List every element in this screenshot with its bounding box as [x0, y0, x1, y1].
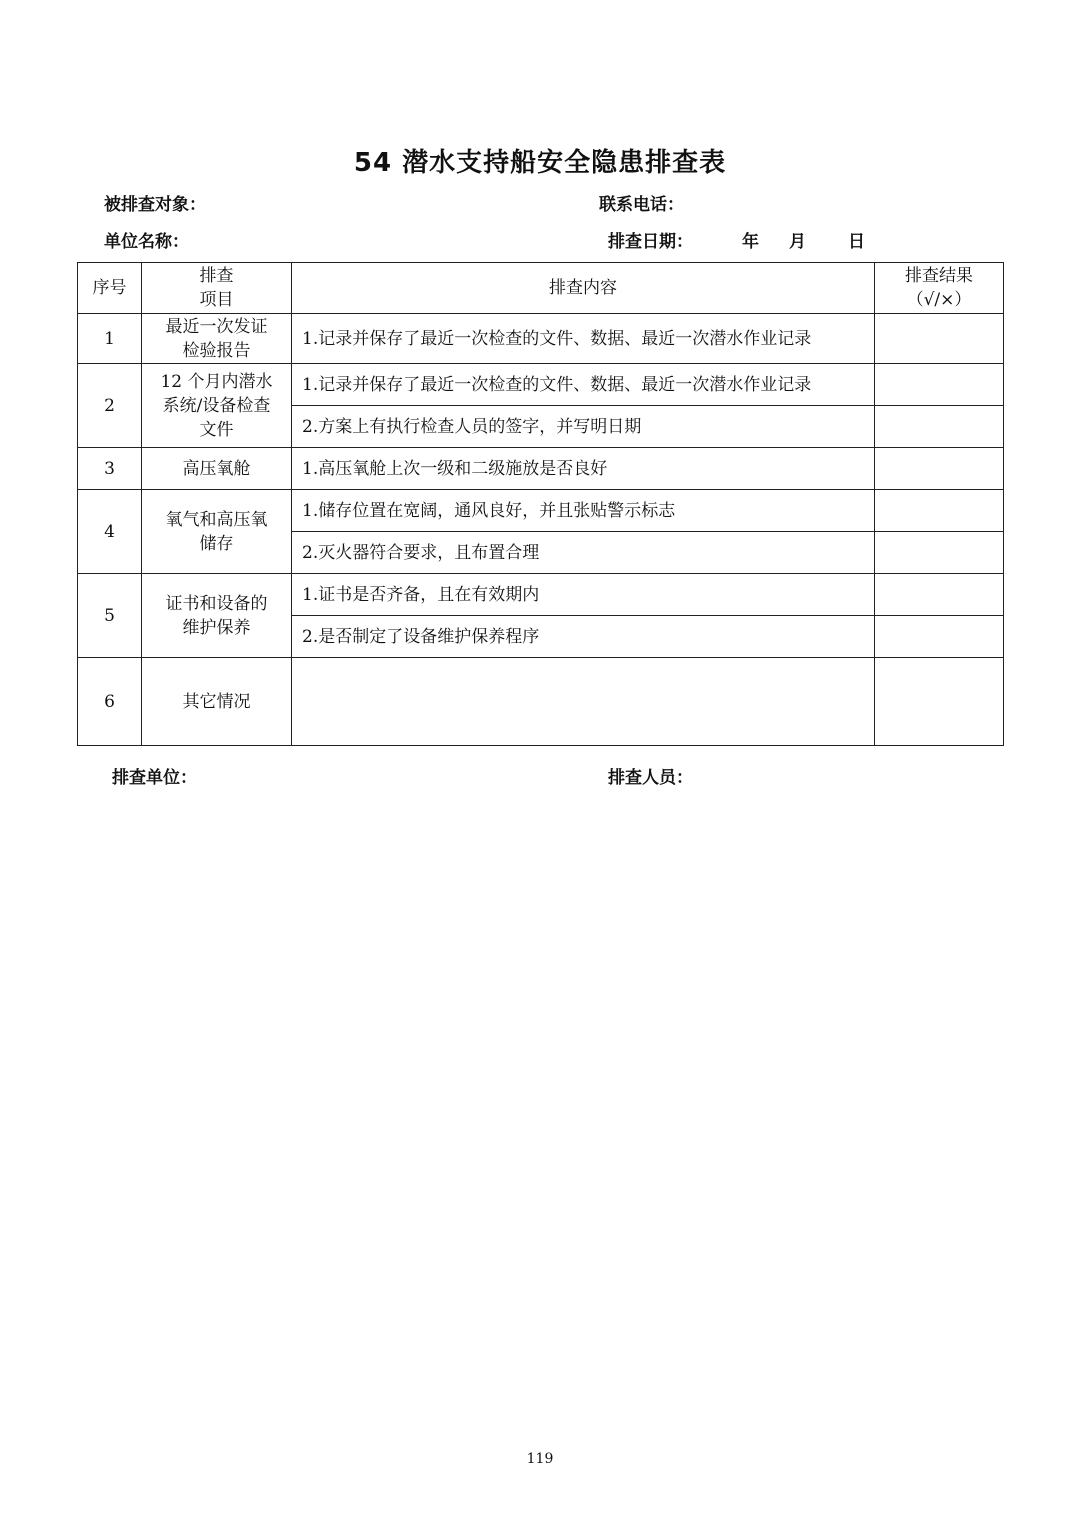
phone-label: 联系电话：: [599, 195, 684, 215]
date-day: 日: [848, 232, 865, 252]
result-cell[interactable]: [875, 406, 1004, 448]
row-no: 5: [78, 574, 142, 658]
row-item: [142, 574, 292, 658]
result-cell[interactable]: [875, 490, 1004, 532]
row-no: 3: [78, 448, 142, 490]
row-content: 1.证书是否齐备，且在有效期内: [292, 574, 875, 616]
row-item-line: 氧气和高压氧: [165, 509, 268, 530]
table-row: [78, 314, 1004, 364]
row-content: 1.记录并保存了最近一次检查的文件、数据、最近一次潜水作业记录: [292, 314, 875, 364]
row-item-line: 证书和设备的: [165, 593, 268, 614]
inspection-table: [77, 262, 1004, 746]
header-item: [142, 263, 292, 314]
date-label: 排查日期：: [608, 232, 693, 252]
table-header-row: [78, 263, 1004, 314]
row-content-blank[interactable]: [292, 658, 875, 746]
row-item-line: 12 个月内潜水: [160, 371, 273, 392]
table-row: [78, 448, 1004, 490]
row-item-line: 维护保养: [182, 617, 251, 638]
row-content: 2.方案上有执行检查人员的签字，并写明日期: [292, 406, 875, 448]
header-result-line2: （√/×）: [906, 290, 972, 310]
row-content: 2.灭火器符合要求，且布置合理: [292, 532, 875, 574]
page-title: 54 潜水支持船安全隐患排查表: [353, 148, 727, 178]
date-month: 月: [789, 232, 806, 252]
row-no: 2: [78, 364, 142, 448]
header-result: [875, 263, 1004, 314]
result-cell[interactable]: [875, 658, 1004, 746]
row-content: 1.储存位置在宽阔，通风良好，并且张贴警示标志: [292, 490, 875, 532]
row-item-line: 储存: [199, 533, 234, 554]
inspector-label: 排查人员：: [608, 768, 693, 788]
table-row: [78, 364, 1004, 406]
unit-label: 单位名称：: [104, 232, 189, 252]
row-no: 4: [78, 490, 142, 574]
inspect-unit-label: 排查单位：: [112, 768, 197, 788]
result-cell[interactable]: [875, 574, 1004, 616]
header-item-line2: 项目: [199, 290, 234, 310]
table-row: [78, 574, 1004, 616]
row-item: [142, 314, 292, 364]
result-cell[interactable]: [875, 616, 1004, 658]
header-item-line1: 排查: [199, 266, 234, 286]
row-content: 1.记录并保存了最近一次检查的文件、数据、最近一次潜水作业记录: [292, 364, 875, 406]
page-number: 119: [526, 1451, 554, 1467]
row-item-line: 检验报告: [182, 340, 251, 361]
result-cell[interactable]: [875, 448, 1004, 490]
header-content: 排查内容: [292, 263, 875, 314]
row-item-line: 系统/设备检查: [162, 395, 271, 416]
result-cell[interactable]: [875, 364, 1004, 406]
result-cell[interactable]: [875, 532, 1004, 574]
table-row: [78, 658, 1004, 746]
header-result-line1: 排查结果: [905, 266, 973, 286]
row-item: 高压氧舱: [142, 448, 292, 490]
table-row: [78, 490, 1004, 532]
row-no: 6: [78, 658, 142, 746]
result-cell[interactable]: [875, 314, 1004, 364]
row-item-line: 最近一次发证: [165, 316, 268, 337]
row-item-line: 文件: [199, 419, 234, 440]
target-label: 被排查对象：: [104, 195, 206, 215]
row-content: 1.高压氧舱上次一级和二级施放是否良好: [292, 448, 875, 490]
row-item: [142, 490, 292, 574]
row-no: 1: [78, 314, 142, 364]
header-no: 序号: [78, 263, 142, 314]
row-content: 2.是否制定了设备维护保养程序: [292, 616, 875, 658]
row-item: [142, 364, 292, 448]
row-item: 其它情况: [142, 658, 292, 746]
date-year: 年: [742, 232, 759, 252]
